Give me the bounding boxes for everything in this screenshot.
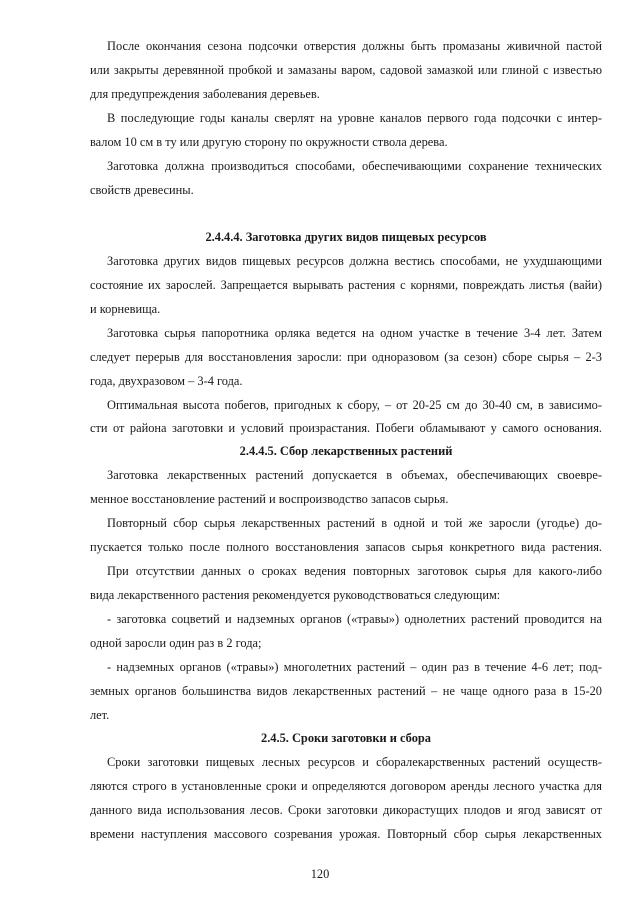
- body-text-line: Повторный сбор сырья лекарственных растений в одной и той же заросли (угодье) до-: [107, 516, 602, 530]
- body-text-line: лет.: [90, 708, 110, 722]
- body-text-line: Заготовка сырья папоротника орляка ведется на одном участке в течение 3-4 лет. Затем: [107, 326, 602, 340]
- body-text-line: года, двухразовом – 3-4 года.: [90, 374, 243, 388]
- body-text-line: для предупреждения заболевания деревьев.: [90, 87, 320, 101]
- body-text-line: вида лекарственного растения рекомендуется руководствоваться следующим:: [90, 588, 501, 602]
- body-text-line: Заготовка должна производиться способами, обеспечивающими сохранение технических: [107, 159, 602, 173]
- body-text-line: сти от района заготовки и условий произрастания. Побеги обламывают у самого основания.: [90, 421, 602, 435]
- body-text-line: и корневища.: [90, 302, 161, 316]
- body-text-line: Оптимальная высота побегов, пригодных к сбору, – от 20-25 см до 30-40 см, в зависимо-: [107, 398, 602, 412]
- body-text-line: следует перерыв для восстановления заросли: при одноразовом (за сезон) сборе сырья – 2-3: [90, 350, 602, 364]
- body-text-line: валом 10 см в ту или другую сторону по окружности ствола дерева.: [90, 135, 448, 149]
- body-text-line: пускается только после полного восстановления запасов сырья конкретного вида растения.: [90, 540, 602, 554]
- body-text-line: земных органов большинства видов лекарственных растений – не чаще одного раза в 15-20: [90, 684, 602, 698]
- page-number: 120: [310, 867, 330, 881]
- section-heading: 2.4.4.5. Сбор лекарственных растений: [239, 444, 453, 458]
- body-text-line: менное восстановление растений и воспроизводство запасов сырья.: [90, 492, 449, 506]
- body-text-line: - надземных органов («травы») многолетних растений – один раз в течение 4-6 лет; под-: [107, 660, 602, 674]
- body-text-line: одной заросли один раз в 2 года;: [90, 636, 262, 650]
- body-text-line: - заготовка соцветий и надземных органов («травы») однолетних растений проводится на: [107, 612, 602, 626]
- section-heading: 2.4.5. Сроки заготовки и сбора: [261, 731, 431, 745]
- body-text-line: При отсутствии данных о сроках ведения повторных заготовок сырья для какого-либо: [107, 564, 602, 578]
- body-text-line: Заготовка других видов пищевых ресурсов должна вестись способами, не ухудшающими: [107, 254, 602, 268]
- body-text-line: времени наступления массового созревания урожая. Повторный сбор сырья лекарственных: [90, 827, 602, 841]
- body-text-line: ляются строго в установленные сроки и определяются договором аренды лесного участка для: [90, 779, 602, 793]
- section-heading: 2.4.4.4. Заготовка других видов пищевых ресурсов: [205, 230, 487, 244]
- body-text-line: Сроки заготовки пищевых лесных ресурсов и сборалекарственных растений осуществ-: [107, 755, 602, 769]
- body-text-line: данного вида использования лесов. Сроки заготовки дикорастущих плодов и ягод зависят от: [90, 803, 602, 817]
- body-text-line: В последующие годы каналы сверлят на уровне каналов первого года подсочки с интер-: [107, 111, 602, 125]
- body-text-line: Заготовка лекарственных растений допускается в объемах, обеспечивающих своевре-: [107, 468, 602, 482]
- body-text-line: состояние их зарослей. Запрещается вырывать растения с корнями, повреждать листья (вайи): [90, 278, 602, 292]
- body-text-line: или закрыты деревянной пробкой и замазаны варом, садовой замазкой или глиной с известью: [90, 63, 602, 77]
- body-text-line: После окончания сезона подсочки отверстия должны быть промазаны живичной пастой: [107, 39, 602, 53]
- body-text-line: свойств древесины.: [90, 183, 194, 197]
